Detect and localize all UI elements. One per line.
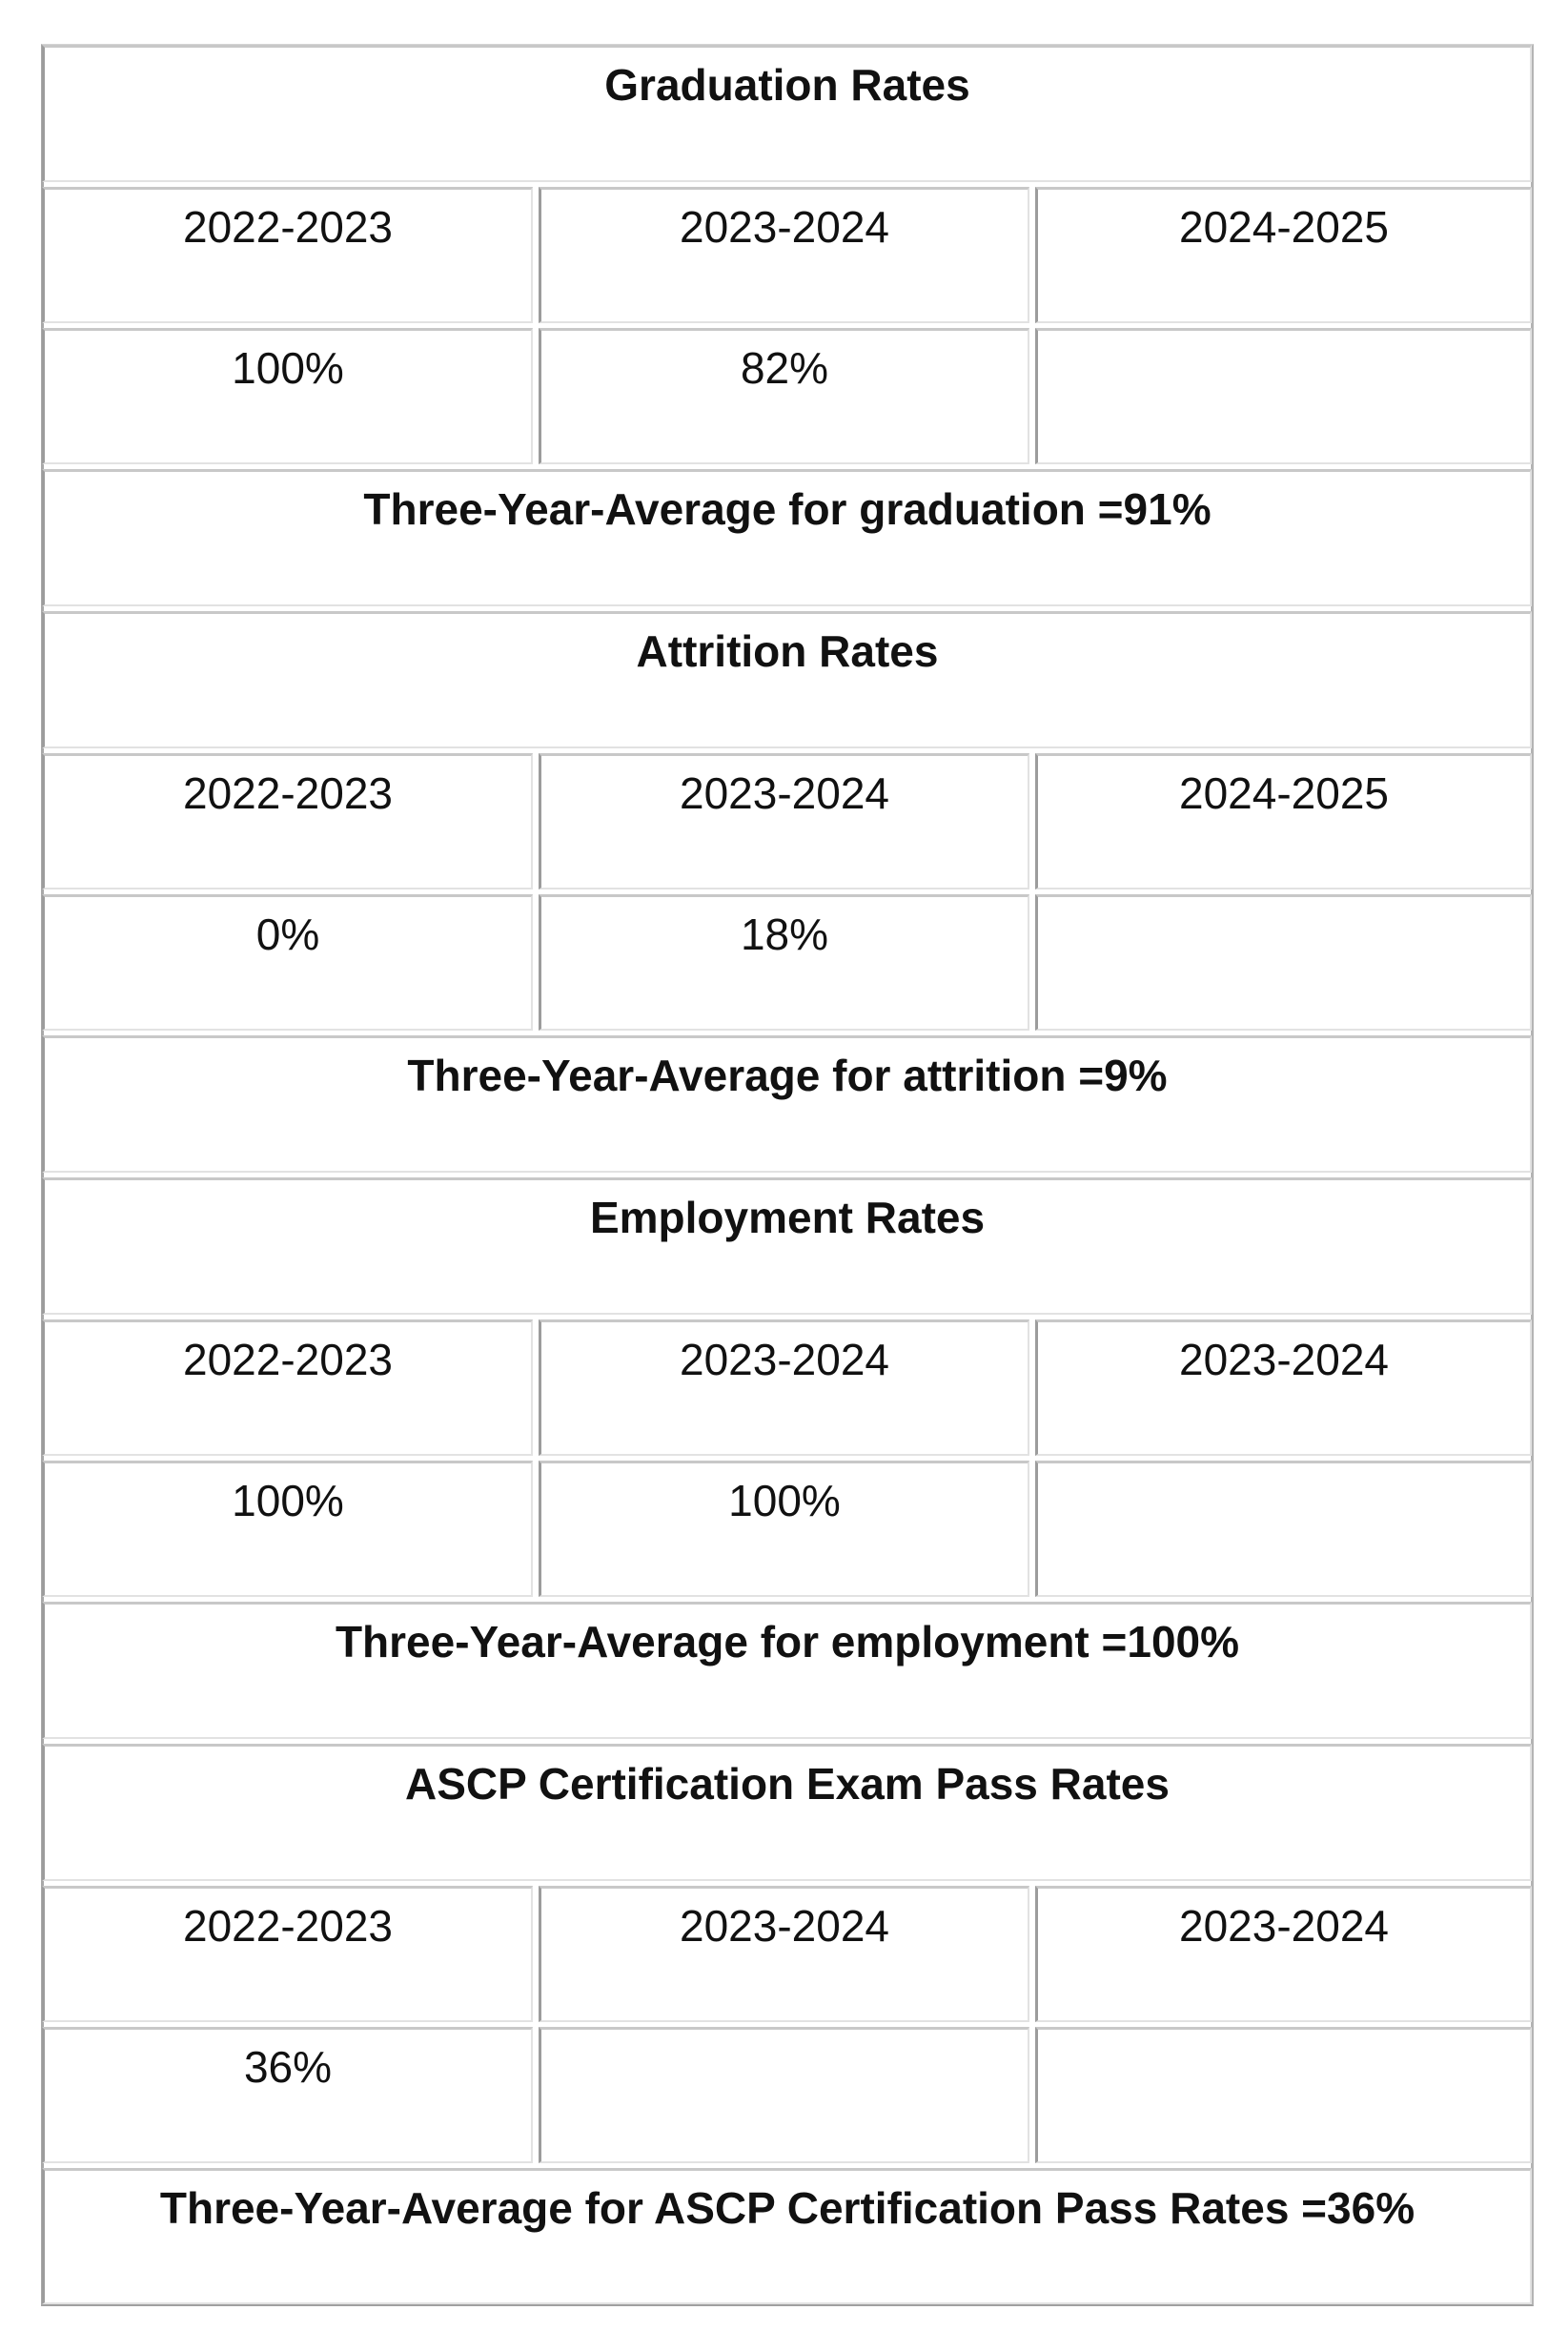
- graduation-value-3: [1035, 328, 1532, 464]
- employment-title: Employment Rates: [42, 1177, 1532, 1315]
- ascp-value-3: [1035, 2027, 1532, 2163]
- graduation-average: Three-Year-Average for graduation =91%: [42, 469, 1532, 606]
- ascp-average: Three-Year-Average for ASCP Certification Pass Rates =36%: [42, 2168, 1532, 2304]
- attrition-average: Three-Year-Average for attrition =9%: [42, 1035, 1532, 1173]
- ascp-year-3: 2023-2024: [1035, 1886, 1532, 2022]
- graduation-year-1: 2022-2023: [42, 187, 533, 323]
- attrition-value-2: 18%: [539, 894, 1029, 1031]
- graduation-year-2: 2023-2024: [539, 187, 1029, 323]
- employment-year-1: 2022-2023: [42, 1319, 533, 1456]
- attrition-year-3: 2024-2025: [1035, 753, 1532, 889]
- attrition-year-2: 2023-2024: [539, 753, 1029, 889]
- employment-year-3: 2023-2024: [1035, 1319, 1532, 1456]
- attrition-year-1: 2022-2023: [42, 753, 533, 889]
- employment-average: Three-Year-Average for employment =100%: [42, 1602, 1532, 1739]
- ascp-value-2: [539, 2027, 1029, 2163]
- graduation-value-2: 82%: [539, 328, 1029, 464]
- ascp-title: ASCP Certification Exam Pass Rates: [42, 1744, 1532, 1881]
- attrition-title: Attrition Rates: [42, 611, 1532, 748]
- attrition-value-1: 0%: [42, 894, 533, 1031]
- graduation-year-3: 2024-2025: [1035, 187, 1532, 323]
- employment-value-1: 100%: [42, 1461, 533, 1597]
- employment-year-2: 2023-2024: [539, 1319, 1029, 1456]
- graduation-value-1: 100%: [42, 328, 533, 464]
- ascp-year-1: 2022-2023: [42, 1886, 533, 2022]
- graduation-title: Graduation Rates: [42, 45, 1532, 182]
- ascp-year-2: 2023-2024: [539, 1886, 1029, 2022]
- ascp-value-1: 36%: [42, 2027, 533, 2163]
- employment-value-2: 100%: [539, 1461, 1029, 1597]
- attrition-value-3: [1035, 894, 1532, 1031]
- employment-value-3: [1035, 1461, 1532, 1597]
